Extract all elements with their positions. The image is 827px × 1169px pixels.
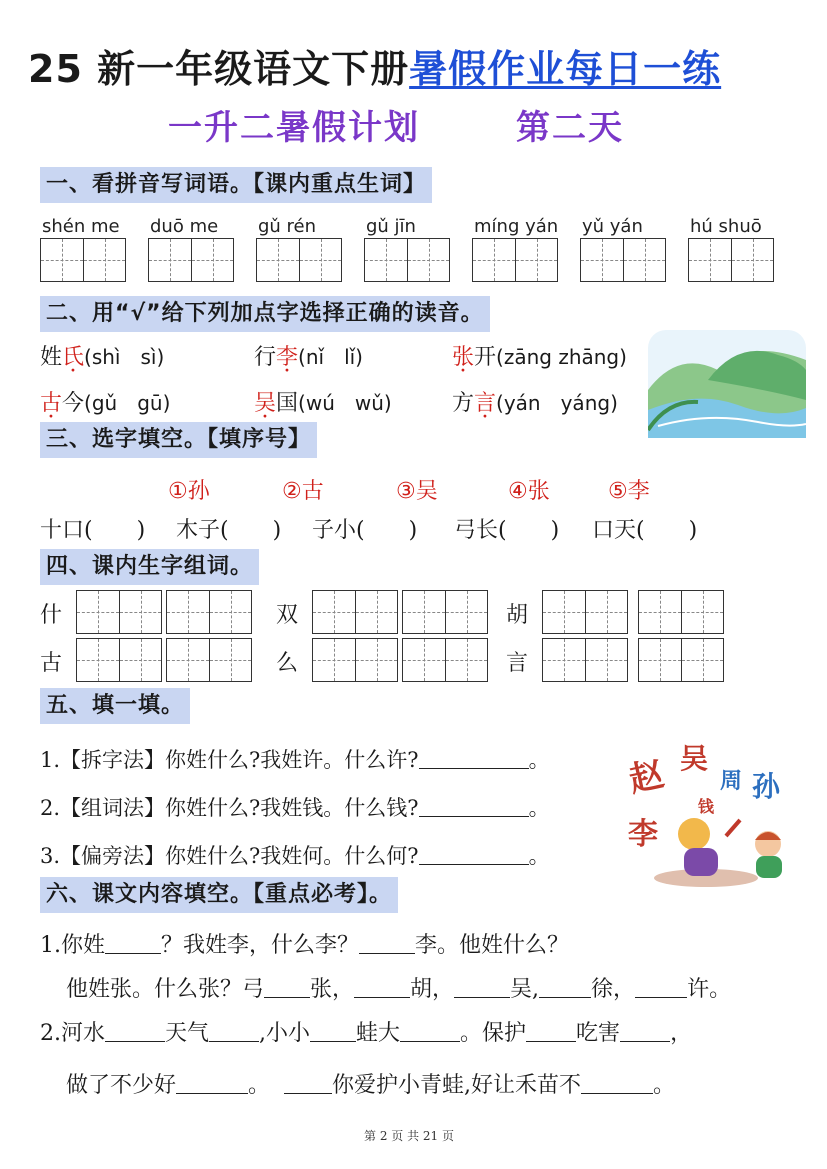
tian-cell[interactable]	[445, 639, 487, 681]
tian-cell[interactable]	[355, 591, 397, 633]
writing-box[interactable]	[472, 238, 558, 282]
blank[interactable]	[105, 933, 161, 954]
surname-sun: 孙	[752, 770, 781, 803]
section-6-heading: 六、课文内容填空。【重点必考】。	[40, 877, 398, 913]
word-box[interactable]	[166, 638, 252, 682]
title-prefix: 25 新一年级语文下册	[28, 47, 410, 91]
tian-cell[interactable]	[515, 239, 557, 281]
sec6-text: 他姓张。什么张？弓	[66, 977, 265, 1002]
tian-cell[interactable]	[543, 639, 585, 681]
line-number: 1.	[40, 748, 61, 772]
tian-cell[interactable]	[581, 239, 623, 281]
blank[interactable]	[310, 1021, 356, 1042]
blank[interactable]	[105, 1021, 165, 1042]
tian-cell[interactable]	[313, 591, 355, 633]
pinyin-label: duō me	[150, 216, 219, 237]
word-box[interactable]	[76, 590, 162, 634]
answer-blank[interactable]	[419, 796, 529, 817]
choice-blank-item[interactable]: 口天( )	[592, 518, 698, 543]
tian-cell[interactable]	[313, 639, 355, 681]
tian-cell[interactable]	[623, 239, 665, 281]
option-char: ②古	[282, 479, 324, 504]
word-box[interactable]	[402, 590, 488, 634]
pinyin-choices[interactable]: (nǐ lǐ)	[298, 345, 363, 369]
dotted-char: 张	[452, 345, 475, 370]
sec6-line-3	[40, 1016, 692, 1047]
char-before: 姓	[40, 345, 63, 370]
sec6-text: 吃害	[576, 1021, 621, 1046]
blank[interactable]	[620, 1021, 670, 1042]
writing-box[interactable]	[688, 238, 774, 282]
blank[interactable]	[454, 977, 510, 998]
tian-cell[interactable]	[119, 591, 161, 633]
blank[interactable]	[359, 933, 415, 954]
method-tag: 【组词法】	[60, 796, 166, 820]
tian-cell[interactable]	[167, 591, 209, 633]
tian-cell[interactable]	[543, 591, 585, 633]
sec6-text: 做了不少好	[66, 1073, 177, 1098]
writing-box[interactable]	[148, 238, 234, 282]
tian-cell[interactable]	[83, 239, 125, 281]
tian-cell[interactable]	[355, 639, 397, 681]
option-char: ④张	[508, 479, 550, 504]
pronunciation-item	[452, 340, 627, 371]
line-number: 3.	[40, 844, 61, 868]
writing-box[interactable]	[40, 238, 126, 282]
word-box[interactable]	[638, 590, 724, 634]
pronunciation-item	[40, 386, 170, 417]
sec6-text: 。	[653, 1073, 676, 1098]
fill-line	[40, 792, 550, 822]
base-char: 什	[40, 603, 63, 628]
sec6-text: ？我姓李，什么李？	[161, 933, 360, 958]
sec6-text: 吴,	[510, 977, 540, 1002]
pinyin-choices[interactable]: (zāng zhāng)	[496, 345, 627, 369]
pinyin-label: yǔ yán	[582, 216, 643, 237]
section-4-heading: 四、课内生字组词。	[40, 549, 259, 585]
word-box[interactable]	[638, 638, 724, 682]
surnames-illustration	[628, 740, 808, 890]
tian-cell[interactable]	[149, 239, 191, 281]
char-after: 开	[474, 345, 497, 370]
sec6-text: ,小小	[259, 1021, 311, 1046]
subtitle-plan: 一升二暑假计划	[168, 108, 420, 148]
line-end: 。	[528, 844, 550, 868]
choice-blank-item[interactable]: 子小( )	[312, 518, 418, 543]
pinyin-choices[interactable]: (yán yáng)	[496, 391, 618, 415]
tian-cell[interactable]	[403, 591, 445, 633]
section-5-heading: 五、填一填。	[40, 688, 190, 724]
sec6-text: 你爱护小青蛙,好让禾苗不	[332, 1073, 582, 1098]
sec6-text: 。	[248, 1073, 271, 1098]
sec6-text: 李。他姓什么？	[415, 933, 570, 958]
tian-cell[interactable]	[473, 239, 515, 281]
tian-cell[interactable]	[689, 239, 731, 281]
pronunciation-item	[40, 340, 164, 371]
sec6-text: ，	[670, 1021, 693, 1046]
sec6-text: 张，	[310, 977, 355, 1002]
tian-cell[interactable]	[403, 639, 445, 681]
tian-cell[interactable]	[77, 639, 119, 681]
tian-cell[interactable]	[585, 639, 627, 681]
pinyin-label: shén me	[42, 216, 120, 237]
tian-cell[interactable]	[585, 591, 627, 633]
line-end: 。	[528, 796, 550, 820]
writing-box[interactable]	[256, 238, 342, 282]
blank[interactable]	[581, 1073, 653, 1094]
writing-box[interactable]	[364, 238, 450, 282]
sec6-text: 许。	[687, 977, 732, 1002]
pinyin-choices[interactable]: (wú wǔ)	[298, 391, 392, 415]
method-tag: 【偏旁法】	[60, 844, 166, 868]
blank[interactable]	[354, 977, 410, 998]
method-tag: 【拆字法】	[60, 748, 166, 772]
sec6-line-1	[40, 928, 569, 959]
base-char: 么	[276, 651, 299, 676]
pronunciation-item	[254, 340, 363, 371]
tian-cell[interactable]	[41, 239, 83, 281]
pinyin-label: gǔ jīn	[366, 216, 416, 237]
subtitle-day: 第二天	[516, 108, 624, 148]
fill-line	[40, 840, 550, 870]
word-box[interactable]	[166, 590, 252, 634]
tian-cell[interactable]	[407, 239, 449, 281]
word-box[interactable]	[542, 590, 628, 634]
pinyin-choices[interactable]: (gǔ gū)	[84, 391, 171, 415]
sec6-line-4	[66, 1068, 675, 1099]
word-box[interactable]	[312, 590, 398, 634]
word-box[interactable]	[542, 638, 628, 682]
dotted-char: 言	[474, 391, 497, 416]
section-3-heading: 三、选字填空。【填序号】	[40, 422, 317, 458]
char-after: 国	[276, 391, 299, 416]
writing-box[interactable]	[580, 238, 666, 282]
answer-blank[interactable]	[419, 844, 529, 865]
tian-cell[interactable]	[365, 239, 407, 281]
sec6-line-2	[66, 972, 731, 1003]
choice-blank-item[interactable]: 木子( )	[176, 518, 282, 543]
base-char: 双	[276, 603, 299, 628]
sec6-text: 徐，	[591, 977, 636, 1002]
question-text: 你姓什么?我姓钱。什么钱?	[165, 796, 419, 820]
surname-qian: 钱	[698, 797, 715, 816]
pronunciation-item	[452, 386, 618, 417]
question-text: 你姓什么?我姓何。什么何?	[165, 844, 419, 868]
word-box[interactable]	[402, 638, 488, 682]
surname-zhou: 周	[720, 769, 743, 794]
dotted-char: 李	[276, 345, 299, 370]
blank[interactable]	[176, 1073, 248, 1094]
line-number: 2.	[40, 796, 61, 820]
tian-cell[interactable]	[191, 239, 233, 281]
option-char: ③吴	[396, 479, 438, 504]
section-1-heading: 一、看拼音写词语。【课内重点生词】	[40, 167, 432, 203]
blank[interactable]	[526, 1021, 576, 1042]
page-title	[28, 38, 721, 93]
blank[interactable]	[284, 1073, 332, 1094]
pinyin-label: gǔ rén	[258, 216, 317, 237]
sec6-text: 2.河水	[40, 1021, 105, 1046]
blank[interactable]	[635, 977, 687, 998]
word-box[interactable]	[312, 638, 398, 682]
fill-line	[40, 744, 550, 774]
tian-cell[interactable]	[681, 591, 723, 633]
choice-blank-item[interactable]: 十口( )	[40, 518, 146, 543]
page-number: 第 2 页 共 21 页	[364, 1129, 454, 1143]
tian-cell[interactable]	[639, 639, 681, 681]
tian-cell[interactable]	[731, 239, 773, 281]
tian-cell[interactable]	[209, 591, 251, 633]
question-text: 你姓什么?我姓许。什么许?	[165, 748, 419, 772]
char-after: 今	[62, 391, 85, 416]
dotted-char: 吴	[254, 391, 277, 416]
dotted-char: 氏	[62, 345, 85, 370]
tian-cell[interactable]	[299, 239, 341, 281]
tian-cell[interactable]	[167, 639, 209, 681]
option-char: ⑤李	[608, 479, 650, 504]
base-char: 言	[506, 651, 529, 676]
tian-cell[interactable]	[209, 639, 251, 681]
sec6-text: 胡，	[410, 977, 455, 1002]
surname-wu: 吴	[680, 742, 709, 775]
blank[interactable]	[209, 1021, 259, 1042]
answer-blank[interactable]	[419, 748, 529, 769]
tian-cell[interactable]	[119, 639, 161, 681]
choice-blank-item[interactable]: 弓长( )	[454, 518, 560, 543]
dotted-char: 古	[40, 391, 63, 416]
base-char: 古	[40, 651, 63, 676]
section-2-heading: 二、用“√”给下列加点字选择正确的读音。	[40, 296, 490, 332]
line-end: 。	[528, 748, 550, 772]
tian-cell[interactable]	[445, 591, 487, 633]
tian-cell[interactable]	[681, 639, 723, 681]
surname-li: 李	[628, 817, 658, 852]
tian-cell[interactable]	[77, 591, 119, 633]
char-before: 行	[254, 345, 277, 370]
sec6-text: 天气	[165, 1021, 210, 1046]
blank[interactable]	[264, 977, 310, 998]
pinyin-label: hú shuō	[690, 216, 762, 237]
pinyin-label: míng yán	[474, 216, 559, 237]
pinyin-choices[interactable]: (shì sì)	[84, 345, 165, 369]
sec6-text: 蛙大	[356, 1021, 401, 1046]
word-box[interactable]	[76, 638, 162, 682]
river-landscape-image	[648, 330, 806, 438]
tian-cell[interactable]	[257, 239, 299, 281]
surname-zhao: 赵	[628, 754, 668, 801]
char-before: 方	[452, 391, 475, 416]
pronunciation-item	[254, 386, 392, 417]
base-char: 胡	[506, 603, 529, 628]
blank[interactable]	[539, 977, 591, 998]
blank[interactable]	[400, 1021, 460, 1042]
title-highlight: 暑假作业每日一练	[409, 47, 722, 91]
sec6-text: 1.你姓	[40, 933, 105, 958]
sec6-text: 。保护	[460, 1021, 527, 1046]
option-char: ①孙	[168, 479, 210, 504]
tian-cell[interactable]	[639, 591, 681, 633]
